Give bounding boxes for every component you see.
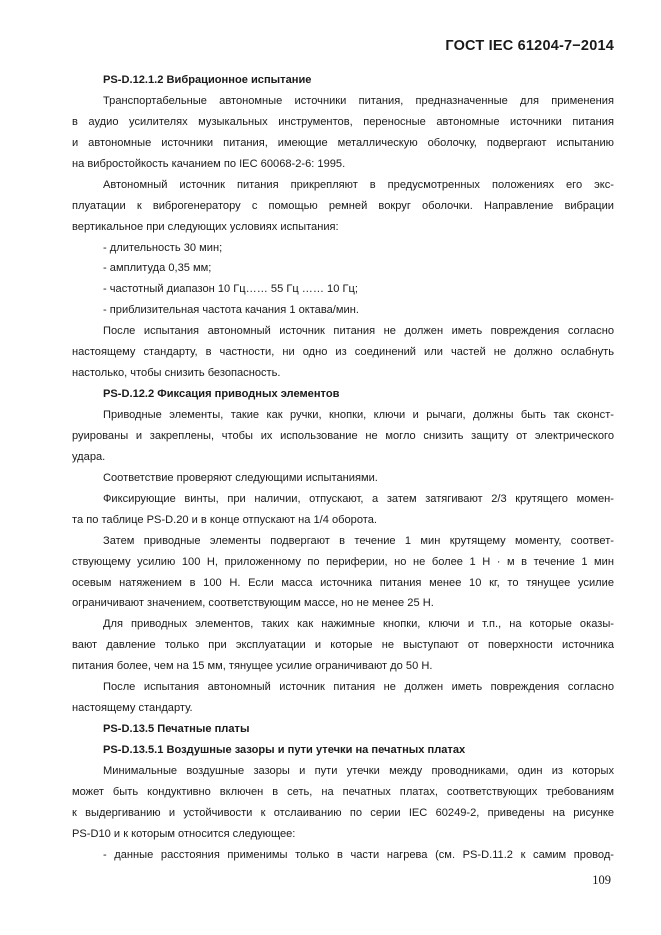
text-line: Минимальные воздушные зазоры и пути утечки между проводниками, один из которых	[103, 764, 614, 777]
text-line: питания более, чем на 15 мм, тянущее усилие ограничивают до 50 Н.	[72, 660, 433, 673]
text-line: настоящему стандарту.	[72, 702, 193, 715]
standard-header: ГОСТ IEC 61204-7−2014	[445, 38, 614, 54]
text-line: - частотный диапазон 10 Гц…… 55 Гц …… 10 Гц;	[103, 283, 358, 296]
text-line: настолько, чтобы снизить безопасность.	[72, 367, 281, 380]
text-line: - амплитуда 0,35 мм;	[103, 262, 212, 275]
section-heading: PS-D.13.5 Печатные платы	[103, 723, 250, 736]
text-line: - длительность 30 мин;	[103, 241, 223, 254]
text-line: к выдергиванию и устойчивости к отслаиванию по серии IEC 60249-2, приведены на рисунке	[72, 806, 614, 819]
section-heading: PS-D.13.5.1 Воздушные зазоры и пути утечки на печатных платах	[103, 744, 466, 756]
text-line: Автономный источник питания прикрепляют в предусмотренных положениях его экс-	[103, 178, 614, 191]
document-body	[72, 70, 614, 866]
text-line: После испытания автономный источник питания не должен иметь повреждения согласно	[103, 325, 614, 338]
text-line: - данные расстояния применимы только в части нагрева (см. PS-D.11.2 к самим провод-	[103, 848, 614, 861]
text-line: ствующему усилию 100 Н, приложенному по периферии, но не более 1 Н · м в течение 1 мин	[72, 555, 614, 568]
text-line: плуатации к виброгенератору с помощью ремней вокруг оболочки. Направление вибрации	[72, 199, 614, 212]
text-line: - приблизительная частота качания 1 октава/мин.	[103, 304, 359, 317]
text-line: вают давление только при эксплуатации и которые не выступают от поверхности источника	[72, 639, 614, 652]
section-heading: PS-D.12.1.2 Вибрационное испытание	[103, 74, 312, 86]
page-number: 109	[592, 873, 611, 887]
text-line: та по таблице PS-D.20 и в конце отпускают на 1/4 оборота.	[72, 513, 377, 526]
text-line: Затем приводные элементы подвергают в течение 1 мин крутящему моменту, соответ-	[103, 534, 614, 547]
text-line: может быть кондуктивно включен в сеть, на печатных платах, соответствующих требованиям	[72, 785, 614, 798]
text-line: Приводные элементы, такие как ручки, кнопки, ключи и рычаги, должны быть так сконст-	[103, 409, 614, 421]
text-line: вертикальное при следующих условиях испытания:	[72, 220, 339, 233]
text-line: Для приводных элементов, таких как нажимные кнопки, ключи и т.п., на которые оказы-	[103, 618, 614, 631]
text-line: и автономные источники питания, имеющие металлическую оболочку, подвергают испытанию	[72, 136, 614, 149]
section-heading: PS-D.12.2 Фиксация приводных элементов	[103, 388, 340, 401]
text-line: на вибростойкость качанием по IEC 60068-2-6: 1995.	[72, 157, 346, 170]
text-line: Соответствие проверяют следующими испытаниями.	[103, 471, 378, 484]
text-line: осевым натяжением в 100 Н. Если масса источника питания менее 10 кг, то тянущее усилие	[72, 576, 614, 589]
text-line: PS-D10 и к которым относится следующее:	[72, 827, 296, 840]
text-line: в аудио усилителях музыкальных инструментов, переносные автономные источники питания	[72, 115, 614, 128]
text-line: настоящему стандарту, в частности, ни одно из соединений или частей не должно ослабнуть	[72, 346, 614, 359]
text-line: руированы и закреплены, чтобы их использование не могло снизить защиту от электрического	[72, 429, 614, 442]
text-line: ограничивают значением, соответствующим массе, но не менее 25 Н.	[72, 597, 434, 610]
text-line: Фиксирующие винты, при наличии, отпускают, а затем затягивают 2/3 крутящего момен-	[103, 492, 614, 505]
text-line: удара.	[72, 450, 106, 463]
text-line: Транспортабельные автономные источники питания, предназначенные для применения	[103, 94, 614, 107]
text-line: После испытания автономный источник питания не должен иметь повреждения согласно	[103, 681, 614, 694]
